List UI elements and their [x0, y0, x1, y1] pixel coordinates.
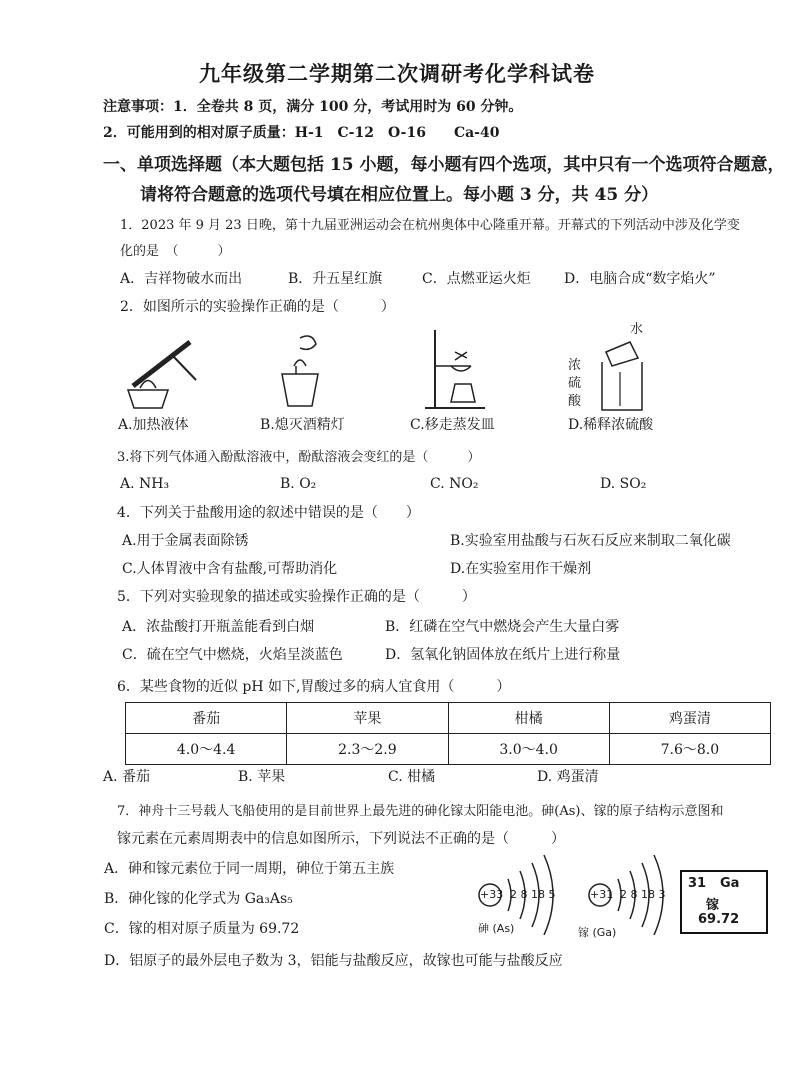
q2-stem: 2．如图所示的实验操作正确的是（ ） — [120, 299, 395, 315]
tube-holder — [173, 356, 196, 380]
q7-option-c: C．镓的相对原子质量为 69.72 — [104, 921, 300, 937]
page-title: 九年级第二学期第二次调研考化学科试卷 — [199, 61, 595, 86]
mouth — [300, 336, 316, 349]
table-cell: 4.0～4.4 — [126, 734, 287, 765]
acid-label-3: 酸 — [568, 394, 582, 409]
table-header-cell: 鸡蛋清 — [609, 703, 770, 734]
ph-table — [125, 702, 771, 765]
element-name: 镓 — [706, 898, 720, 913]
q1-option-b: B．升五星红旗 — [288, 271, 383, 287]
table-cell: 3.0～4.0 — [448, 734, 609, 765]
q1-stem-line2: 化的是 （ ） — [120, 244, 231, 259]
table-cell: 7.6～8.0 — [609, 734, 770, 765]
q3-stem: 3.将下列气体通入酚酞溶液中，酚酞溶液会变红的是（ ） — [117, 450, 481, 465]
q5-option-d: D．氢氧化钠固体放在纸片上进行称量 — [385, 647, 621, 663]
q5-option-b: B．红磷在空气中燃烧会产生大量白雾 — [385, 619, 620, 635]
notice-line-1: 注意事项：1．全卷共 8 页，满分 100 分，考试用时为 60 分钟。 — [103, 99, 523, 115]
acid-label-1: 浓 — [568, 358, 582, 373]
alcohol-lamp — [451, 384, 475, 402]
section1-heading-line1: 一、单项选择题（本大题包括 15 小题，每小题有四个选项，其中只有一个选项符合题意， — [103, 155, 785, 175]
q4-option-c: C.人体胃液中含有盐酸,可帮助消化 — [122, 561, 338, 577]
q4-option-d: D.在实验室用作干燥剂 — [450, 561, 592, 577]
figure-evaporating-dish — [415, 322, 490, 414]
atomic-mass: 69.72 — [698, 912, 740, 927]
q1-stem-line1: 1．2023 年 9 月 23 日晚，第十九届亚洲运动会在杭州奥体中心隆重开幕。开幕式的下列活动中涉及化学变 — [120, 218, 740, 233]
ga-shells: 2 8 18 3 — [620, 888, 666, 901]
notice-line-2: 2．可能用到的相对原子质量：H-1 C-12 O-16 Ca-40 — [103, 125, 500, 141]
q7-stem-line1: 7．神舟十三号载人飞船使用的是目前世界上最先进的砷化镓太阳能电池。砷(As)、镓的原子结构示意图和 — [117, 804, 724, 819]
q6-option-d: D. 鸡蛋清 — [537, 769, 599, 785]
atomic-number: 31 — [688, 876, 707, 891]
q7-option-a: A．砷和镓元素位于同一周期，砷位于第五主族 — [104, 861, 395, 877]
q1-option-c: C．点燃亚运火炬 — [422, 271, 531, 287]
figure-blowing-lamp — [270, 330, 330, 412]
section1-heading-line2: 请将符合题意的选项代号填在相应位置上。每小题 3 分，共 45 分） — [140, 185, 659, 205]
q6-option-a: A. 番茄 — [103, 769, 151, 785]
beaker — [602, 362, 642, 410]
ga-nucleus: +31 — [590, 888, 614, 901]
q3-option-d: D. SO₂ — [600, 476, 647, 492]
table-header-cell: 番茄 — [126, 703, 287, 734]
q3-option-c: C. NO₂ — [430, 476, 479, 492]
acid-label-2: 硫 — [568, 376, 582, 391]
q3-option-a: A. NH₃ — [120, 476, 170, 492]
flame — [294, 360, 306, 366]
q6-option-c: C. 柑橘 — [388, 769, 436, 785]
table-header-cell: 柑橘 — [448, 703, 609, 734]
q2-option-d: D.稀释浓硫酸 — [568, 417, 654, 433]
q6-option-b: B. 苹果 — [238, 769, 286, 785]
alcohol-lamp — [282, 374, 318, 406]
table-row — [126, 734, 771, 765]
as-label: 砷 (As) — [478, 922, 515, 935]
q1-option-a: A．吉祥物破水而出 — [120, 271, 243, 287]
pouring-cup — [606, 342, 638, 366]
as-nucleus: +33 — [480, 888, 504, 901]
water-label: 水 — [630, 322, 644, 337]
q3-option-b: B. O₂ — [280, 476, 317, 492]
q5-stem: 5．下列对实验现象的描述或实验操作正确的是（ ） — [117, 589, 476, 605]
q6-stem: 6．某些食物的近似 pH 如下,胃酸过多的病人宜食用（ ） — [117, 679, 511, 695]
table-cell: 2.3～2.9 — [287, 734, 448, 765]
q5-option-a: A．浓盐酸打开瓶盖能看到白烟 — [122, 619, 315, 635]
alcohol-lamp — [128, 390, 168, 408]
q1-option-d: D．电脑合成“数字焰火” — [564, 271, 716, 287]
table-row — [126, 703, 771, 734]
hand — [455, 352, 467, 360]
q4-option-a: A.用于金属表面除锈 — [122, 533, 249, 549]
q2-option-a: A.加热液体 — [118, 417, 189, 433]
as-shells: 2 8 18 5 — [510, 888, 556, 901]
q7-option-b: B．砷化镓的化学式为 Ga₃As₅ — [104, 891, 293, 907]
q4-stem: 4．下列关于盐酸用途的叙述中错误的是（ ） — [117, 505, 420, 521]
q4-option-b: B.实验室用盐酸与石灰石反应来制取二氧化碳 — [450, 533, 731, 549]
q7-stem-line2: 镓元素在元素周期表中的信息如图所示，下列说法不正确的是（ ） — [117, 831, 565, 847]
q2-option-b: B.熄灭酒精灯 — [260, 417, 345, 433]
figure-heating-liquid — [118, 328, 213, 413]
table-header-cell: 苹果 — [287, 703, 448, 734]
q5-option-c: C．硫在空气中燃烧，火焰呈淡蓝色 — [122, 647, 343, 663]
ga-label: 镓 (Ga) — [578, 926, 617, 939]
periodic-table-cell — [680, 870, 768, 934]
q7-option-d: D．铝原子的最外层电子数为 3，铝能与盐酸反应，故镓也可能与盐酸反应 — [104, 953, 563, 969]
q2-option-c: C.移走蒸发皿 — [410, 417, 495, 433]
element-symbol: Ga — [720, 876, 740, 891]
